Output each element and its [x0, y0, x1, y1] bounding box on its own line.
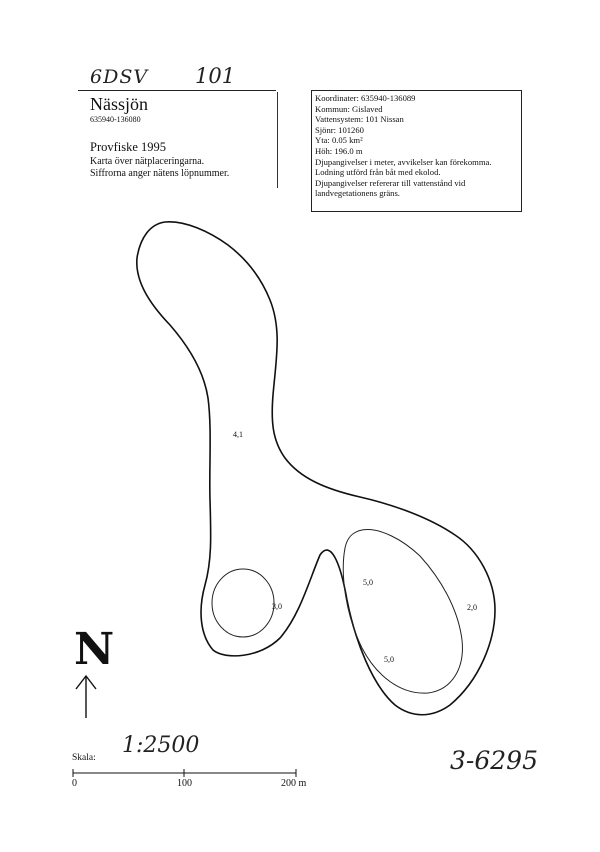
- depth-contour-west: [212, 569, 274, 637]
- info-reference-note-1: Djupangivelser refererar till vattenstånd vid: [315, 177, 466, 188]
- depth-label-east-edge: 2,0: [467, 603, 477, 612]
- survey-description-line-2: Siffrorna anger nätens löpnummer.: [90, 168, 230, 179]
- scale-tick-0: 0: [72, 778, 77, 789]
- lake-coordinates: 635940-136080: [90, 115, 141, 124]
- info-elevation: Höh: 196.0 m: [315, 145, 363, 156]
- scale-handwritten: 1:2500: [122, 733, 200, 758]
- info-lake-number: Sjönr: 101260: [315, 124, 364, 135]
- info-area: Yta: 0.05 km²: [315, 135, 363, 146]
- info-reference-note-2: landvegetationens gräns.: [315, 188, 400, 199]
- depth-label-west: 3,0: [272, 602, 282, 611]
- info-sounding-note: Lodning utförd från båt med ekolod.: [315, 167, 441, 178]
- handwritten-code: 6DSV: [90, 66, 149, 88]
- scale-bar: [73, 769, 296, 777]
- info-municipality: Kommun: Gislaved: [315, 103, 383, 114]
- lake-name: Nässjön: [90, 94, 148, 114]
- north-indicator: [72, 624, 115, 720]
- north-letter: N: [74, 624, 115, 675]
- info-water-system: Vattensystem: 101 Nissan: [315, 114, 404, 125]
- depth-label-east-inner: 5,0: [363, 578, 373, 587]
- scale-label: Skala:: [72, 753, 96, 763]
- depth-contour-east: [343, 530, 462, 694]
- depth-label-south: 5,0: [384, 655, 394, 664]
- scale-tick-100: 100: [177, 778, 192, 789]
- depth-label-north: 4,1: [233, 430, 243, 439]
- info-coordinates: Koordinater: 635940-136089: [315, 93, 416, 103]
- info-depth-note: Djupangivelser i meter, avvikelser kan förekomma.: [315, 156, 492, 167]
- archive-code: 3-6295: [450, 746, 538, 775]
- scale-tick-200: 200 m: [281, 778, 307, 789]
- survey-description-line-1: Karta över nätplaceringarna.: [90, 156, 205, 167]
- lake-shoreline: [137, 222, 495, 715]
- handwritten-number: 101: [195, 64, 236, 88]
- survey-title: Provfiske 1995: [90, 140, 167, 154]
